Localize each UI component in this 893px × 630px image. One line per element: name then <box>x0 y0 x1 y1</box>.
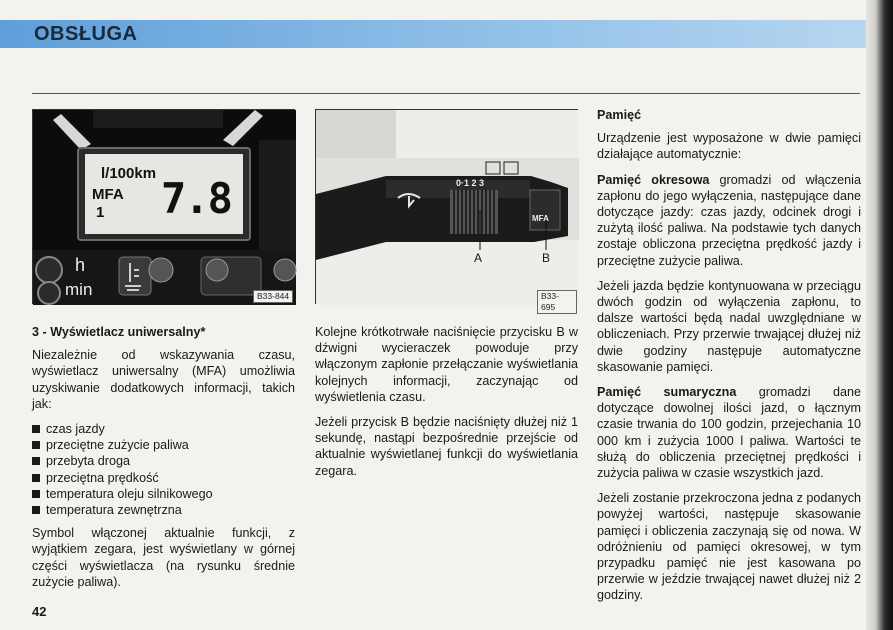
list-item: temperatura oleju silnikowego <box>32 486 295 502</box>
list-item: temperatura zewnętrzna <box>32 502 295 518</box>
figure-code: B33-844 <box>253 290 293 303</box>
column-1 <box>32 324 295 599</box>
callout-label-a: A <box>474 251 483 265</box>
display-mode: MFA <box>92 186 124 203</box>
figure-wiper-stalk <box>315 109 578 312</box>
paragraph: Jeżeli jazda będzie kontynuowana w przeciągu dwóch godzin od wyłączenia zapłonu, to dalsze wartości będą nadal uwzględniane w obliczeniach. Przy przerwie trwającej dłużej niż dwie godziny następuje automatyczne skasowanie pamięci. <box>597 278 861 374</box>
list-item: czas jazdy <box>32 421 295 437</box>
paragraph: Urządzenie jest wyposażone w dwie pamięci działające automatycznie: <box>597 131 861 162</box>
page-number: 42 <box>32 604 47 619</box>
switch-scale: 0·1 2 3 <box>456 178 485 188</box>
gauge-label-min: min <box>65 280 93 299</box>
page-title: OBSŁUGA <box>34 23 138 45</box>
display-unit: l/100km <box>101 165 157 182</box>
paragraph: Symbol włączonej aktualnie funkcji, z wyjątkiem zegara, jest wyświetlany w górnej części wyświetlacza (na rysunku średnie zużycie paliwa). <box>32 526 295 589</box>
term: Pamięć okresowa <box>597 172 710 187</box>
callout-label-b: B <box>542 251 551 265</box>
paragraph: Jeżeli zostanie przekroczona jedna z podanych powyżej wartości, następuje skasowanie pamięci i obliczenia zaczynają się od nowa. W odróżnieniu od pamięci okresowej, w tym przypadku pamięć nie jest kasowana po przerwie w jeździe trwającej nawet dłużej niż 2 godziny. <box>597 491 861 603</box>
figure-instrument-cluster <box>32 109 295 304</box>
paragraph: Jeżeli przycisk B będzie naciśnięty dłużej niż 1 sekundę, nastąpi bezpośrednie przejście od aktualnie wyświetlanej funkcji do wyświetlania zegara. <box>315 415 578 478</box>
list-item: przeciętna prędkość <box>32 470 295 486</box>
page-edge-shadow <box>866 0 893 630</box>
paragraph: Pamięć okresowa gromadzi od włączenia zapłonu do jego wyłączenia, następujące dane dotyczące jazdy: czas jazdy, odcinek drogi i zużytą ilość paliwa. Na podstawie tych danych zostaje obliczona przeciętna prędkość jazdy i przeciętne zużycie paliwa. <box>597 172 861 268</box>
column-3 <box>597 107 861 613</box>
section-heading: Pamięć <box>597 108 642 122</box>
figure-code: B33-695 <box>537 290 577 314</box>
paragraph: Kolejne krótkotrwałe naciśnięcie przycisku B w dźwigni wycieraczek powoduje przy włączonym zapłonie przełączanie wyświetlania kolejnych informacji, zaczynając od wyświetlenia czasu. <box>315 325 578 404</box>
display-value: 7.8 <box>161 174 231 223</box>
column-2 <box>315 324 578 488</box>
top-divider <box>32 93 860 94</box>
feature-list <box>32 421 295 518</box>
section-heading: 3 - Wyświetlacz uniwersalny* <box>32 325 206 339</box>
display-memory: 1 <box>96 204 105 221</box>
switch-tag: MFA <box>532 214 549 223</box>
paragraph: Niezależnie od wskazywania czasu, wyświetlacz uniwersalny (MFA) umożliwia uzyskiwanie dodatkowych informacji, takich jak: <box>32 348 295 411</box>
term: Pamięć sumaryczna <box>597 385 737 400</box>
list-item: przeciętne zużycie paliwa <box>32 437 295 453</box>
gauge-label-h: h <box>75 255 86 275</box>
paragraph: Pamięć sumaryczna gromadzi dane dotyczące dowolnej ilości jazd, o łącznym czasie trwania do 100 godzin, przejechania 10 000 km i zużycia 1000 l paliwa. Wartości te służą do obliczenia przeciętnej prędkości i zużycia paliwa w czasie wszystkich jazd. <box>597 385 861 481</box>
wiper-stalk-illustration <box>316 110 579 305</box>
list-item: przebyta droga <box>32 453 295 469</box>
